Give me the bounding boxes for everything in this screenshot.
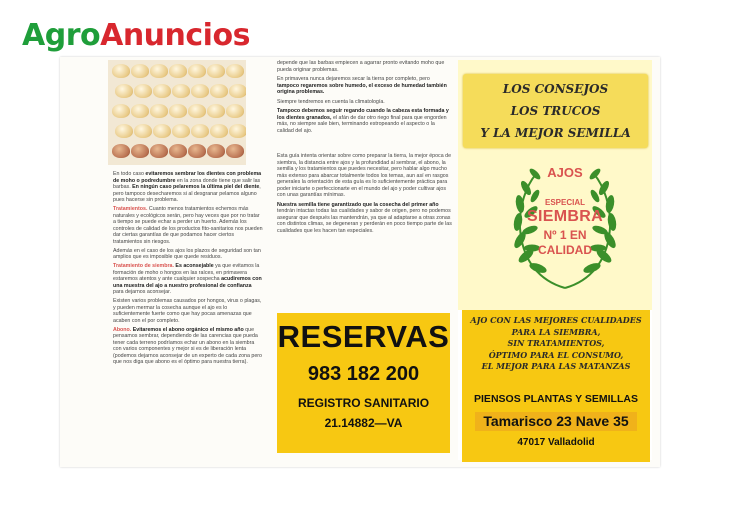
text-run: Tratamiento de siembra.	[113, 263, 174, 269]
paragraph	[113, 327, 263, 366]
garlic-clove	[131, 144, 149, 158]
badge-ajos: AJOS	[547, 165, 583, 180]
text-run: Evitaremos el abono orgánico el mismo año	[131, 326, 244, 333]
text-run: acudiremos con una muestra del ajo a nuestro profesional de confianza	[113, 276, 262, 289]
text-run: Existen varios problemas causados por hongos, virus o plagas, y pueden mermar la cosecha aunque el ajo es lo suficientemente fuerte como que hay pocas amenazas que acaben con el por completo.	[113, 298, 262, 324]
quality-line: ÓPTIMO PARA EL CONSUMO,	[488, 349, 624, 360]
text-run: en la zona donde tiene que salir las barbas.	[113, 177, 261, 190]
garlic-clove	[153, 124, 171, 138]
consejos-line: LOS CONSEJOS	[502, 82, 609, 96]
garlic-clove	[169, 64, 187, 78]
garlic-cloves-photo	[108, 60, 246, 165]
garlic-clove	[229, 124, 246, 138]
text-run: que pensamos sembrar, dependiendo de las carencias que pueda tener cada terreno podríamos echar un abono en la siembra con varios componentes y mejor si es de liberación lenta (podemos dejarnos aconsejar de un experto de cada zona pero que nos diga que abono es el óptimo para nuestra tierra).	[113, 326, 263, 365]
garlic-clove	[134, 84, 152, 98]
garlic-clove	[115, 124, 133, 138]
garlic-clove	[153, 84, 171, 98]
registro-sanitario-number: 21.14882—VA	[324, 416, 403, 430]
text-run: Siempre tendremos en cuenta la climatología.	[277, 98, 385, 105]
paragraph	[277, 108, 453, 134]
panel1-text	[113, 171, 263, 368]
paragraph	[277, 202, 453, 235]
text-run: Esta guía intenta orientar sobre como preparar la tierra, la mejor época de siembra, la distancia entre ajos y la profundidad al sembrar, el abono, la semilla y los tratamientos que puedes necesitar, pero hablar algo mucho más extenso para abarcar totalmente todos los temas, aun así en rasgos generales la orientación de esta guía es lo suficientemente práctica para poder iniciarte o perfeccionarte en el mundo del ajo y poder cultivar ajos con unas garantías mínimas.	[277, 153, 452, 198]
garlic-clove	[229, 84, 246, 98]
badge-calidad: CALIDAD	[538, 243, 592, 257]
garlic-clove	[210, 84, 228, 98]
garlic-clove	[131, 104, 149, 118]
garlic-clove	[188, 104, 206, 118]
text-run: evitaremos sembrar los dientes con problema de moho o podredumbre	[113, 171, 262, 184]
quality-line: SIN TRATAMIENTOS,	[507, 338, 605, 348]
garlic-clove	[131, 64, 149, 78]
quality-line: AJO CON LAS MEJORES CUALIDADES	[470, 315, 642, 325]
text-run: ya que evitamos la formación de moho o hongos en las raíces, en primavera estaremos atentos y ante cualquier sospecha	[113, 263, 260, 282]
text-run: Abono.	[113, 326, 132, 333]
garlic-clove	[207, 104, 225, 118]
agroanuncios-logo[interactable]	[22, 18, 250, 53]
text-run: En todo caso	[113, 171, 146, 177]
text-run: para dejarnos aconsejar.	[113, 289, 172, 295]
text-run: Tratamientos.	[113, 206, 148, 212]
garlic-clove	[150, 104, 168, 118]
garlic-clove	[210, 124, 228, 138]
garlic-clove	[150, 144, 168, 158]
reservas-title: RESERVAS	[277, 319, 450, 354]
text-run: depende que las barbas empiecen a agarrar pronto evitando moho que pueda originar problemas.	[277, 60, 445, 73]
paragraph	[113, 298, 263, 324]
text-run: Tampoco debemos seguir regando cuando la cabeza esta formada y los dientes granados,	[277, 108, 449, 121]
ajo-qualities-box	[462, 310, 650, 390]
text-run: Cuanto menos tratamientos echemos más naturales y ecológicos serán, pero hay veces que por no tratar a tiempo se puede echar a perder un huerto. Además los controles de calidad de los productos fito-sanitarios nos pueden dar ciertas garantías de que podamos hacer ciertos tratamientos sin riesgos.	[113, 206, 263, 245]
garlic-clove	[207, 64, 225, 78]
garlic-clove	[134, 124, 152, 138]
garlic-clove	[188, 144, 206, 158]
garlic-clove	[226, 144, 244, 158]
badge-especial: ESPECIAL	[544, 198, 585, 207]
store-box	[462, 390, 650, 462]
garlic-clove	[188, 64, 206, 78]
paragraph	[113, 206, 263, 245]
badge-siembra: SIEMBRA	[527, 208, 603, 225]
text-run: , pero tampoco desecharemos si al desgranar pelamos alguno pues hacerse sin problema.	[113, 184, 261, 203]
consejos-line: Y LA MEJOR SEMILLA	[480, 126, 631, 140]
paragraph	[113, 263, 263, 296]
garlic-clove	[226, 104, 244, 118]
consejos-line: LOS TRUCOS	[510, 104, 601, 118]
garlic-clove	[112, 104, 130, 118]
text-run: Es aconsejable	[173, 263, 214, 269]
registro-sanitario-label: REGISTRO SANITARIO	[297, 396, 430, 410]
paragraph	[277, 99, 453, 106]
text-run: En primavera nunca dejaremos secar la tierra por completo, pero	[277, 76, 430, 82]
paragraph	[113, 248, 263, 261]
text-run: En ningún caso pelaremos la última piel del diente	[132, 184, 260, 190]
garlic-clove	[172, 124, 190, 138]
paragraph	[277, 76, 453, 96]
garlic-clove	[169, 144, 187, 158]
store-address: Tamarisco 23 Nave 35	[475, 412, 636, 431]
consejos-banner	[463, 74, 648, 148]
store-name: PIENSOS PLANTAS Y SEMILLAS	[474, 393, 638, 405]
garlic-clove	[112, 144, 130, 158]
panel2-text	[277, 60, 453, 237]
store-city: 47017 Valladolid	[517, 437, 595, 448]
quality-line: EL MEJOR PARA LAS MATANZAS	[481, 361, 631, 371]
paragraph	[277, 60, 453, 73]
garlic-clove	[150, 64, 168, 78]
garlic-clove	[169, 104, 187, 118]
logo-agro: Agro	[22, 18, 101, 53]
garlic-clove	[115, 84, 133, 98]
text-run: Nuestra semilla tiene garantizado que la cosecha del primer año	[277, 201, 439, 208]
text-run: el afán de dar otro riego final para que engorden más, no siempre sale bien, terminando estropeando el aspecto o la calidad del ajo.	[277, 114, 447, 134]
garlic-clove	[226, 64, 244, 78]
garlic-clove	[112, 64, 130, 78]
paragraph	[113, 171, 263, 204]
paragraph	[277, 153, 453, 199]
garlic-clove	[191, 124, 209, 138]
badge-n1: Nº 1 EN	[543, 228, 587, 242]
text-run: tendrán intactas todas las cualidades y sabor de origen, pero no podemos asegurar que después las mantendrán, ya que al adaptarse a otras zonas con distintos climas, se degeneran y perderán en poco tiempo parte de las cualidades que les hacen tan especiales.	[277, 208, 452, 234]
reservas-phone: 983 182 200	[307, 363, 420, 385]
garlic-clove	[191, 84, 209, 98]
reservas-box	[277, 313, 450, 453]
text-run: tampoco regaremos sobre humedo, el exceso de humedad también origina problemas.	[277, 82, 447, 95]
garlic-clove	[207, 144, 225, 158]
text-run: Además en el caso de los ajos los plazos de seguridad son tan amplios que es imposible que quede residuos.	[113, 247, 261, 260]
quality-line: PARA LA SIEMBRA,	[511, 326, 601, 337]
garlic-clove	[172, 84, 190, 98]
logo-anuncios: Anuncios	[100, 18, 250, 53]
